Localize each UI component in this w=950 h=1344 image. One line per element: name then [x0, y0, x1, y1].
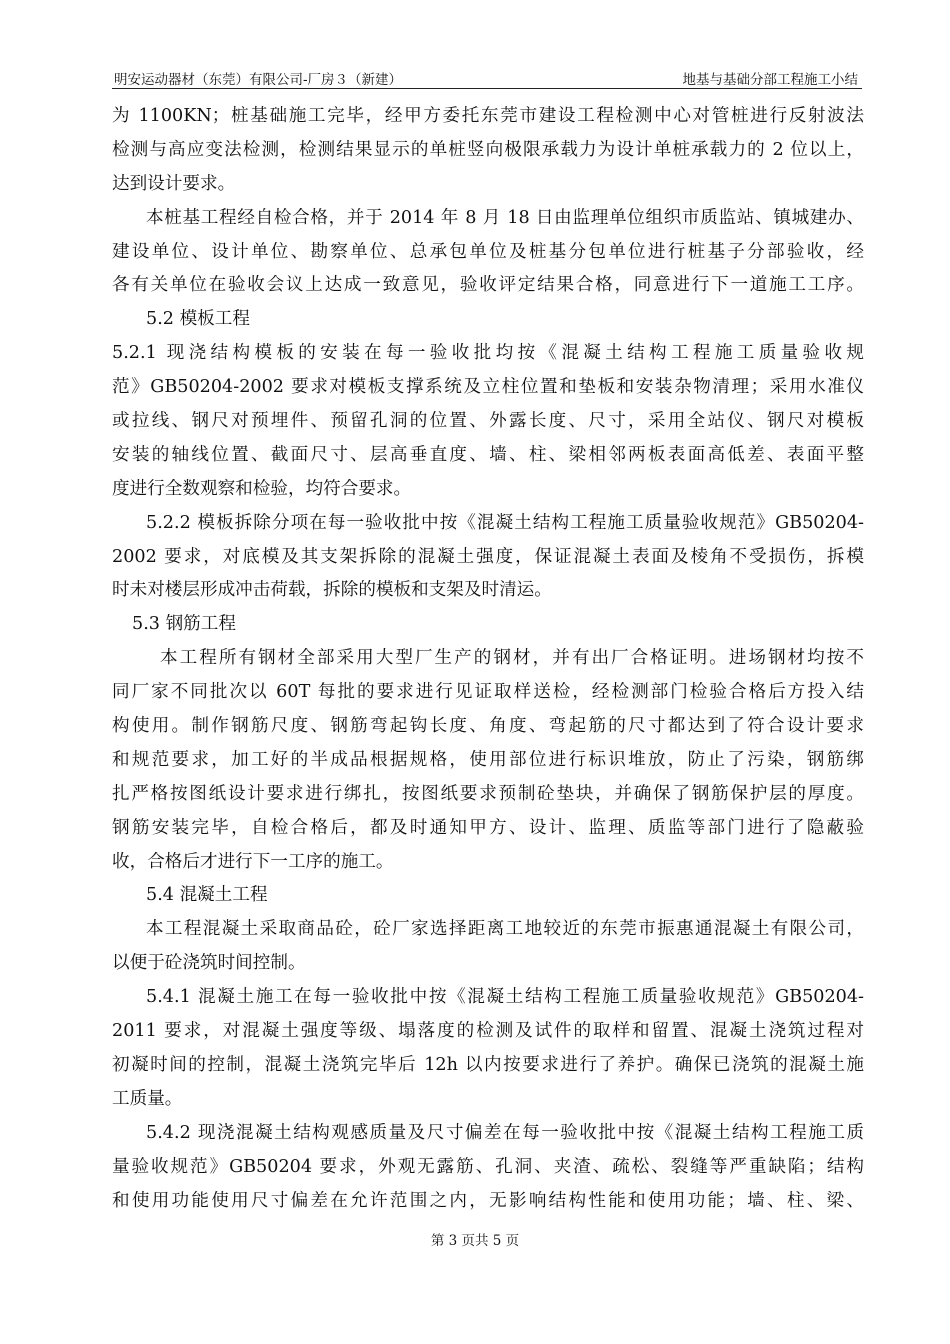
text-line: 构使用。制作钢筋尺度、钢筋弯起钩长度、角度、弯起筋的尺寸都达到了符合设计要求: [112, 716, 864, 737]
text-line: 同厂家不同批次以 60T 每批的要求进行见证取样送检，经检测部门检验合格后方投入结: [112, 682, 864, 703]
text-line: 安装的轴线位置、截面尺寸、层高垂直度、墙、柱、梁相邻两板表面高低差、表面平整: [112, 444, 864, 465]
text-line: 5.3 钢筋工程: [132, 614, 236, 635]
text-line: 本工程混凝土采取商品砼，砼厂家选择距离工地较近的东莞市振惠通混凝土有限公司，: [146, 919, 864, 940]
page-number: 第 3 页共 5 页: [430, 1233, 520, 1249]
text-line: 或拉线、钢尺对预埋件、预留孔洞的位置、外露长度、尺寸，采用全站仪、钢尺对模板: [112, 411, 864, 432]
text-line: 检测与高应变法检测，检测结果显示的单桩竖向极限承载力为设计单桩承载力的 2 位以上，: [112, 139, 864, 160]
text-line: 时未对楼层形成冲击荷载，拆除的模板和支架及时清运。: [112, 580, 552, 601]
text-line: 工质量。: [112, 1088, 183, 1109]
text-line: 量验收规范》GB50204 要求，外观无露筋、孔洞、夹渣、疏松、裂缝等严重缺陷；结构: [112, 1156, 864, 1177]
text-line: 5.2 模板工程: [146, 309, 250, 330]
text-line: 扎严格按图纸设计要求进行绑扎，按图纸要求预制砼垫块，并确保了钢筋保护层的厚度。: [112, 783, 864, 804]
text-line: 5.4.2 现浇混凝土结构观感质量及尺寸偏差在每一验收批中按《混凝土结构工程施工质: [146, 1122, 864, 1143]
text-line: 本工程所有钢材全部采用大型厂生产的钢材，并有出厂合格证明。进场钢材均按不: [160, 648, 864, 669]
text-line: 钢筋安装完毕，自检合格后，都及时通知甲方、设计、监理、质监等部门进行了隐蔽验: [112, 817, 864, 838]
text-line: 和规范要求，加工好的半成品根据规格，使用部位进行标识堆放，防止了污染，钢筋绑: [112, 749, 864, 770]
text-line: 为 1100KN；桩基础施工完毕，经甲方委托东莞市建设工程检测中心对管桩进行反射波法: [112, 106, 864, 126]
text-line: 5.2.1 现浇结构模板的安装在每一验收批均按《混凝土结构工程施工质量验收规: [112, 343, 864, 364]
text-line: 建设单位、设计单位、勘察单位、总承包单位及桩基分包单位进行桩基子分部验收，经: [112, 241, 864, 262]
header-company: 明安运动器材（东莞）有限公司-厂房３（新建）: [114, 72, 403, 88]
text-line: 达到设计要求。: [112, 173, 236, 194]
text-line: 2002 要求，对底模及其支架拆除的混凝土强度，保证混凝土表面及棱角不受损伤，拆模: [112, 546, 864, 567]
text-line: 5.4.1 混凝土施工在每一验收批中按《混凝土结构工程施工质量验收规范》GB50204-: [146, 987, 864, 1008]
document-body: [112, 100, 864, 1218]
text-line: 5.4 混凝土工程: [146, 885, 268, 906]
header-document-title: 地基与基础分部工程施工小结: [682, 72, 858, 88]
text-line: 以便于砼浇筑时间控制。: [112, 953, 306, 974]
text-line: 各有关单位在验收会议上达成一致意见，验收评定结果合格，同意进行下一道施工工序。: [112, 275, 864, 296]
text-line: 5.2.2 模板拆除分项在每一验收批中按《混凝土结构工程施工质量验收规范》GB50204-: [146, 512, 864, 533]
text-line: 度进行全数观察和检验，均符合要求。: [112, 478, 412, 499]
text-line: 范》GB50204-2002 要求对模板支撑系统及立柱位置和垫板和安装杂物清理；采用水准仪: [112, 377, 864, 398]
text-line: 初凝时间的控制，混凝土浇筑完毕后 12h 以内按要求进行了养护。确保已浇筑的混凝土施: [112, 1054, 864, 1075]
text-line: 本桩基工程经自检合格，并于 2014 年 8 月 18 日由监理单位组织市质监站、镇城建办、: [146, 207, 864, 228]
text-line: 收，合格后才进行下一工序的施工。: [112, 851, 394, 872]
text-line: 2011 要求，对混凝土强度等级、塌落度的检测及试件的取样和留置、混凝土浇筑过程对: [112, 1021, 864, 1042]
page-header: [112, 66, 862, 89]
text-line: 和使用功能使用尺寸偏差在允许范围之内，无影响结构性能和使用功能；墙、柱、梁、: [112, 1190, 864, 1211]
